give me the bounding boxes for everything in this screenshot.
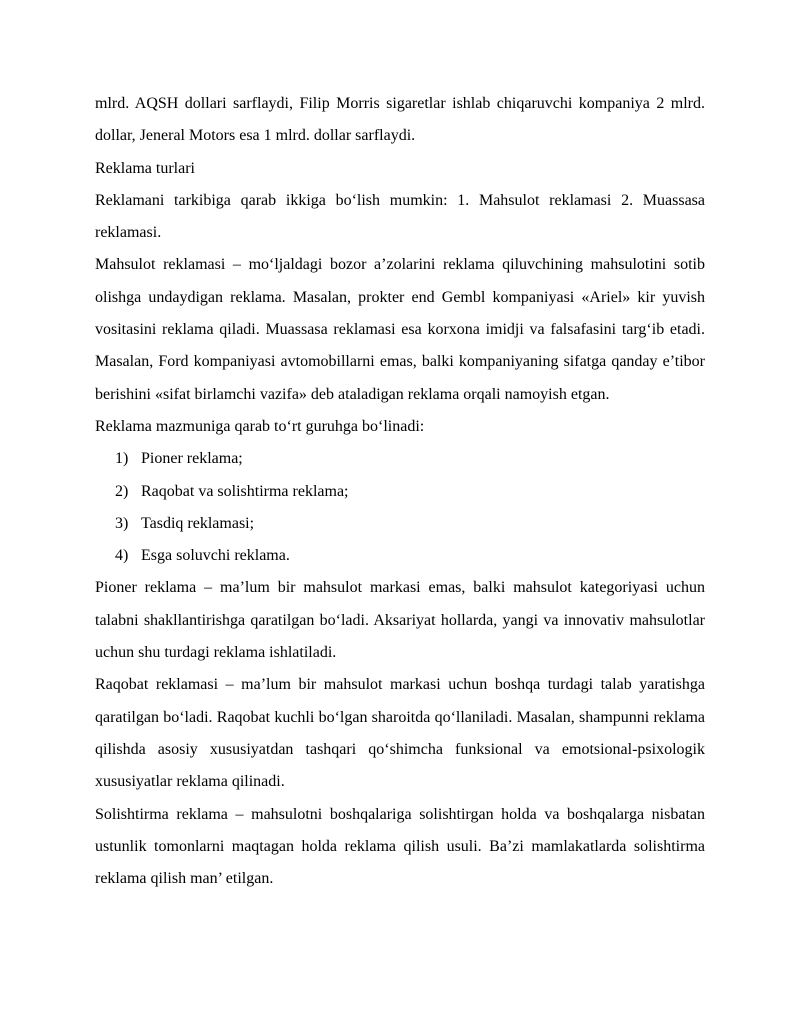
paragraph-content-groups: Reklama mazmuniga qarab to‘rt guruhga bo‘linadi:: [95, 417, 425, 435]
paragraph-pioneer-advertising: Pioner reklama – ma’lum bir mahsulot markasi emas, balki mahsulot kategoriyasi uchun talabni shakllantirishga qaratilgan bo‘ladi. Aksariyat hollarda, yangi va innovativ mahsulotlar uchun shu turdagi reklama ishlatiladi.: [95, 579, 705, 662]
document-page: [95, 88, 705, 895]
section-heading: Reklama turlari: [95, 159, 195, 177]
list-item-number: 1): [115, 450, 129, 468]
list-item-text: Tasdiq reklamasi;: [141, 514, 255, 532]
list-item: [95, 443, 705, 475]
paragraph-spending: mlrd. AQSH dollari sarflaydi, Filip Morris sigaretlar ishlab chiqaruvchi kompaniya 2 mlrd. dollar, Jeneral Motors esa 1 mlrd. dollar sarflaydi.: [95, 95, 705, 145]
paragraph-competitive-advertising: Raqobat reklamasi – ma’lum bir mahsulot markasi uchun boshqa turdagi talab yaratishga qaratilgan bo‘ladi. Raqobat kuchli bo‘lgan sharoitda qo‘llaniladi. Masalan, shampunni reklama qilishda asosiy xususiyatdan tashqari qo‘shimcha funksional va emotsional-psixologik xususiyatlar reklama qilinadi.: [95, 676, 705, 791]
list-item-text: Pioner reklama;: [141, 450, 243, 468]
list-item-text: Esga soluvchi reklama.: [141, 547, 290, 565]
list-item-text: Raqobat va solishtirma reklama;: [141, 482, 349, 500]
list-item-number: 2): [115, 482, 129, 500]
list-item: [95, 476, 705, 508]
paragraph-comparative-advertising: Solishtirma reklama – mahsulotni boshqalariga solishtirgan holda va boshqalarga nisbatan ustunlik tomonlarni maqtagan holda reklama qilish usuli. Ba’zi mamlakatlarda solishtirma reklama qilish man’ etilgan.: [95, 805, 705, 888]
advertising-types-list: [95, 443, 705, 572]
list-item: [95, 508, 705, 540]
list-item: [95, 540, 705, 572]
list-item-number: 4): [115, 547, 129, 565]
paragraph-composition: Reklamani tarkibiga qarab ikkiga bo‘lish mumkin: 1. Mahsulot reklamasi 2. Muassasa reklamasi.: [95, 191, 705, 242]
list-item-number: 3): [115, 514, 129, 532]
paragraph-product-advertising: Mahsulot reklamasi – mo‘ljaldagi bozor a’zolarini reklama qiluvchining mahsulotini sotib olishga undaydigan reklama. Masalan, prokter end Gembl kompaniyasi «Ariel» kir yuvish vositasini reklama qiladi. Muassasa reklamasi esa korxona imidji va falsafasini targ‘ib etadi. Masalan, Ford kompaniyasi avtomobillarni emas, balki kompaniyaning sifatga qanday e’tibor berishini «sifat birlamchi vazifa» deb ataladigan reklama orqali namoyish etgan.: [95, 256, 705, 403]
